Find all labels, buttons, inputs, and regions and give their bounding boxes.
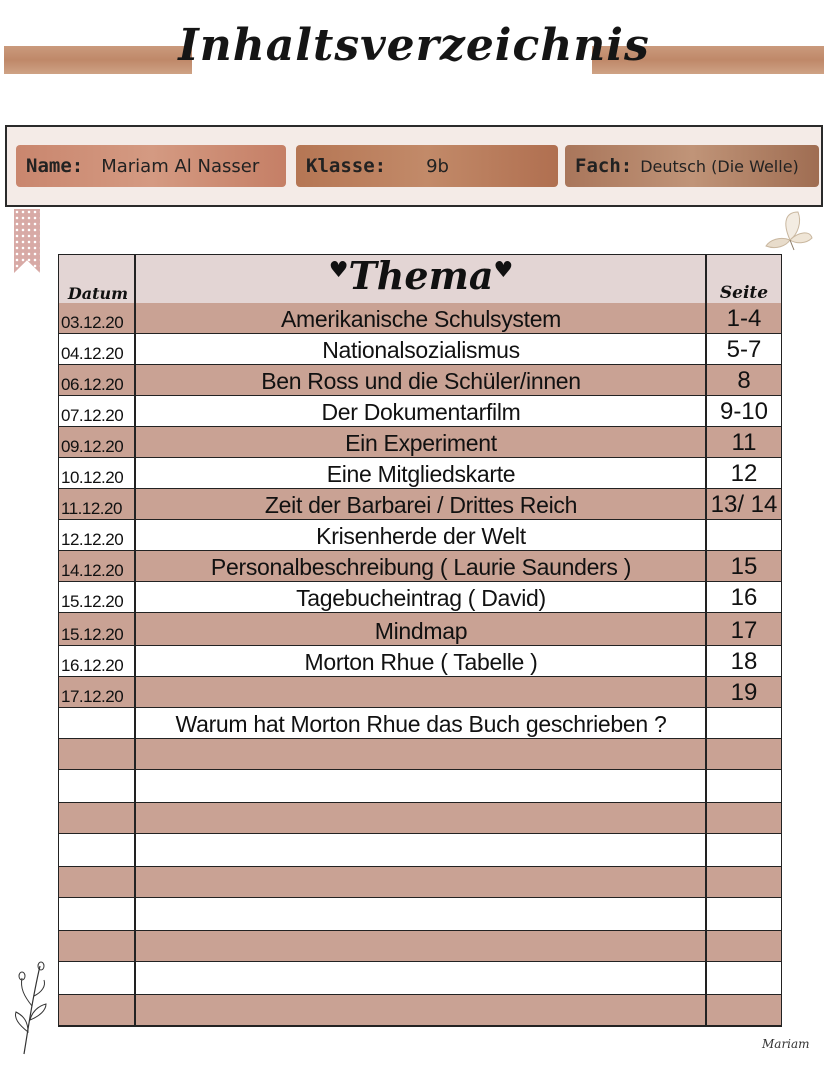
col-header-thema (137, 253, 705, 298)
row-page: 12 (730, 460, 758, 487)
table-row (59, 770, 781, 803)
butterfly-icon (764, 210, 814, 256)
row-page: 8 (737, 367, 751, 394)
row-topic: Zeit der Barbarei / Drittes Reich (264, 492, 578, 518)
table-row (59, 646, 781, 677)
row-date: 07.12.20 (61, 406, 124, 425)
table-row (59, 334, 781, 365)
row-page: 16 (730, 584, 758, 611)
table-body (59, 303, 781, 1026)
table-row (59, 582, 781, 613)
table-row (59, 931, 781, 962)
fach-brush-label (565, 145, 819, 187)
table-row (59, 489, 781, 520)
row-page: 18 (730, 648, 758, 675)
page-title: Inhaltsverzeichnis (178, 20, 650, 71)
table-of-contents (58, 254, 782, 1027)
row-topic: Eine Mitgliedskarte (326, 461, 516, 487)
table-row (59, 867, 781, 898)
row-topic: Personalbeschreibung ( Laurie Saunders ) (210, 554, 632, 580)
table-row (59, 834, 781, 867)
table-row (59, 551, 781, 582)
row-topic: Der Dokumentarfilm (321, 399, 521, 425)
table-header (59, 255, 781, 304)
table-row (59, 708, 781, 739)
table-row (59, 677, 781, 708)
row-page: 9-10 (719, 398, 769, 425)
column-divider (134, 255, 136, 1026)
row-page: 13/ 14 (710, 491, 778, 518)
table-row (59, 520, 781, 551)
heart-icon: ♥ (328, 257, 349, 283)
klasse-brush-label (296, 145, 558, 187)
row-page: 5-7 (726, 336, 762, 363)
fach-value: Deutsch (Die Welle) (640, 156, 799, 176)
row-page: 17 (730, 617, 758, 644)
row-date: 12.12.20 (61, 530, 124, 549)
row-page: 1-4 (726, 305, 762, 332)
signature: Mariam (762, 1037, 810, 1051)
row-date: 06.12.20 (61, 375, 124, 394)
table-row (59, 365, 781, 396)
row-topic: Morton Rhue ( Tabelle ) (304, 649, 538, 675)
row-date: 17.12.20 (61, 687, 124, 706)
table-row (59, 803, 781, 834)
row-date: 09.12.20 (61, 437, 124, 456)
row-date: 16.12.20 (61, 656, 124, 675)
row-page: 15 (730, 553, 758, 580)
row-date: 11.12.20 (61, 499, 122, 518)
table-row (59, 613, 781, 646)
row-topic: Ben Ross und die Schüler/innen (261, 368, 581, 394)
col-header-datum: Datum (67, 284, 129, 303)
name-brush-label (16, 145, 286, 187)
bookmark-ribbon (14, 209, 40, 273)
table-row (59, 739, 781, 770)
row-page: 19 (730, 679, 758, 706)
row-topic: Krisenherde der Welt (316, 523, 526, 549)
name-value: Mariam Al Nasser (101, 155, 260, 177)
leaf-sprig-icon (10, 960, 52, 1056)
column-divider (705, 255, 707, 1026)
heart-icon: ♥ (493, 257, 514, 283)
row-topic: Warum hat Morton Rhue das Buch geschrieben ? (175, 711, 667, 737)
table-row (59, 303, 781, 334)
klasse-value: 9b (426, 155, 449, 177)
row-date: 15.12.20 (61, 592, 124, 611)
col-header-seite: Seite (719, 283, 769, 303)
klasse-label: Klasse: (306, 155, 387, 177)
row-topic: Ein Experiment (345, 430, 497, 456)
row-topic: Amerikanische Schulsystem (280, 306, 562, 332)
row-date: 04.12.20 (61, 344, 124, 363)
col-header-thema-text: Thema (348, 253, 494, 298)
fach-label: Fach: (575, 155, 633, 177)
row-topic: Tagebucheintrag ( David) (296, 585, 546, 611)
row-date: 14.12.20 (61, 561, 124, 580)
row-page: 11 (731, 429, 757, 456)
row-topic: Nationalsozialismus (322, 337, 520, 363)
table-row (59, 995, 781, 1026)
row-topic: Mindmap (374, 618, 468, 644)
name-label: Name: (26, 155, 84, 177)
table-row (59, 427, 781, 458)
table-row (59, 458, 781, 489)
table-row (59, 396, 781, 427)
table-row (59, 962, 781, 995)
row-date: 03.12.20 (61, 313, 124, 332)
row-date: 15.12.20 (61, 625, 124, 644)
info-header-box (5, 125, 823, 207)
row-date: 10.12.20 (61, 468, 124, 487)
table-row (59, 898, 781, 931)
